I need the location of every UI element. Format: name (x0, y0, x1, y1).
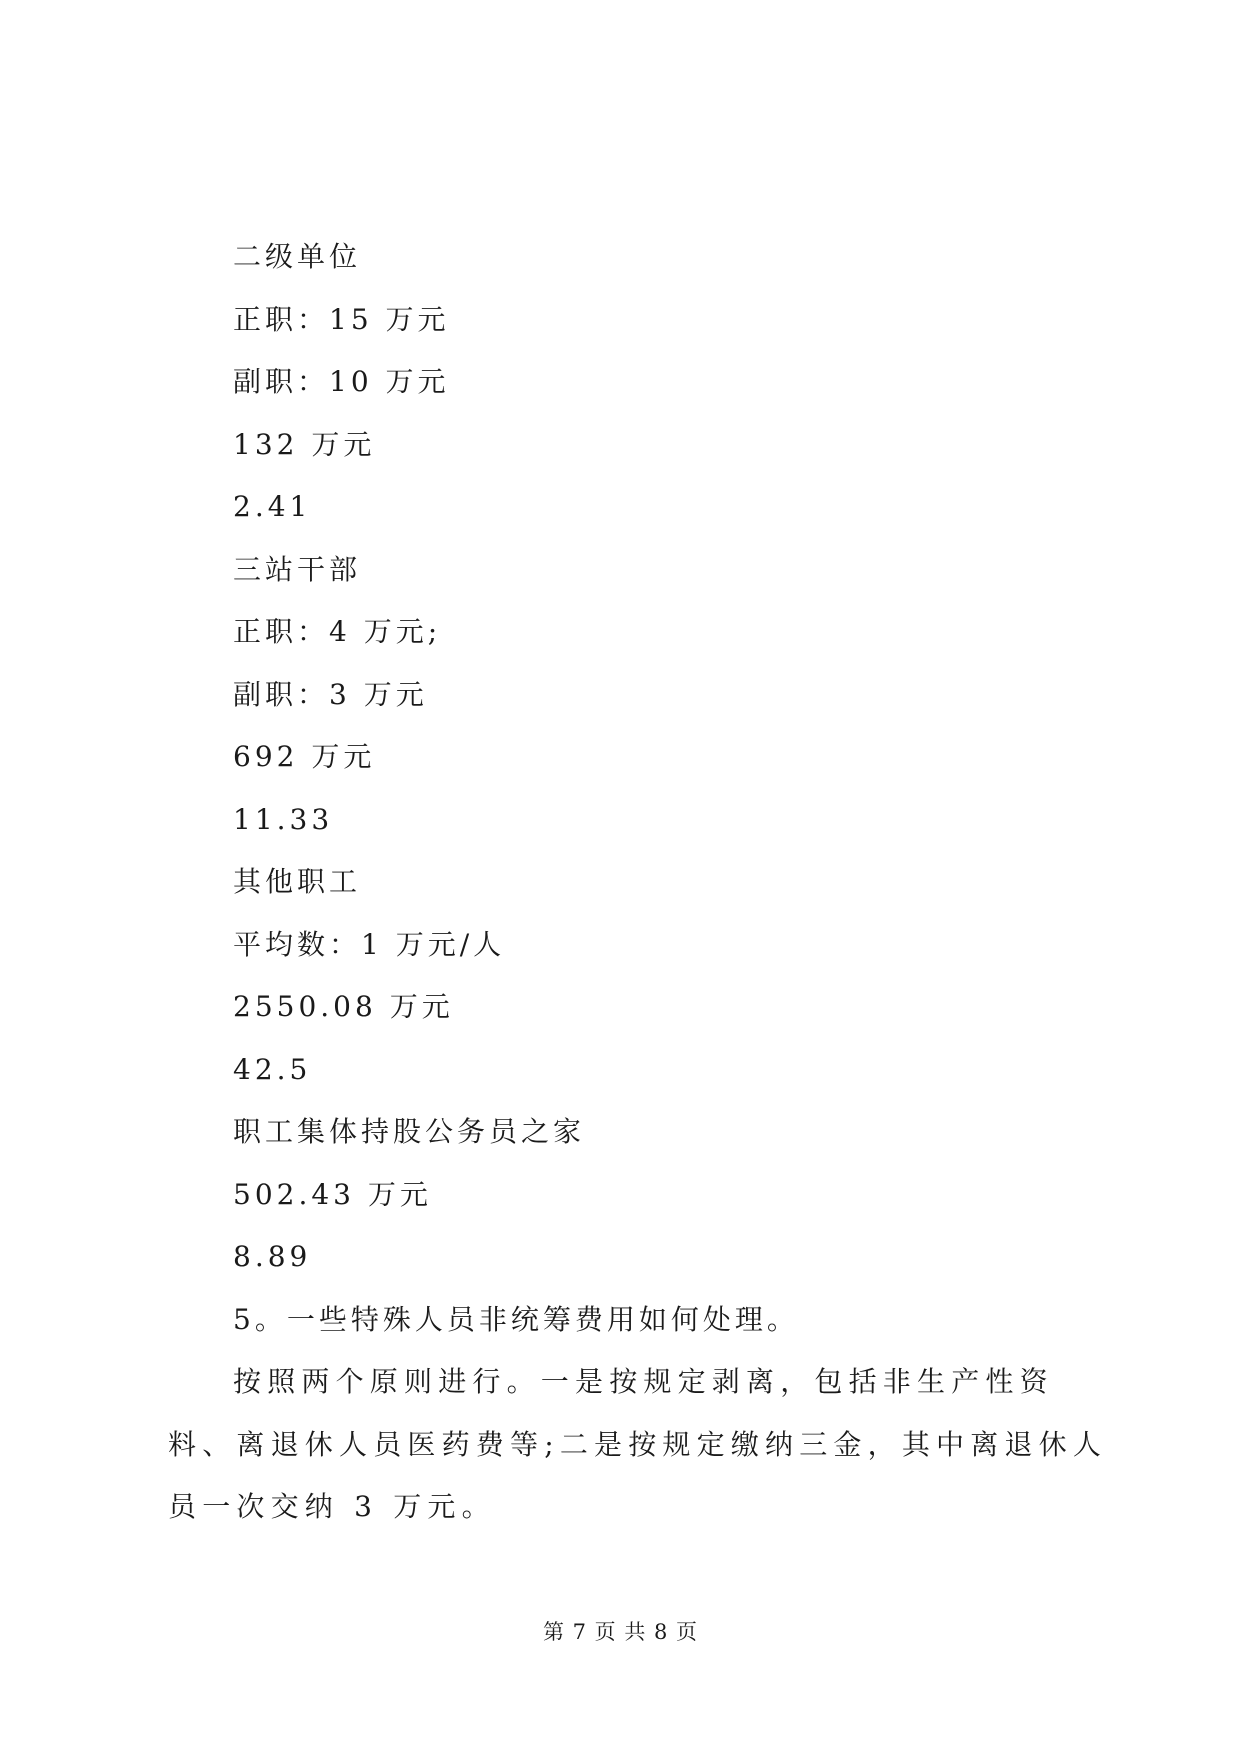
text-line: 正职：4 万元; (233, 615, 442, 648)
text-line: 42.5 (233, 1052, 312, 1086)
text-line: 平均数：1 万元/人 (233, 927, 506, 961)
text-line: 其他职工 (233, 865, 362, 898)
text-line: 5。一些特殊人员非统筹费用如何处理。 (233, 1302, 799, 1336)
text-line: 2550.08 万元 (233, 990, 454, 1023)
text-line: 502.43 万元 (233, 1177, 432, 1211)
text-line: 2.41 (233, 490, 312, 523)
page-number-footer: 第 7 页 共 8 页 (542, 1620, 699, 1644)
text-line: 副职：3 万元 (233, 677, 428, 711)
text-line: 8.89 (233, 1240, 312, 1273)
text-line: 132 万元 (233, 427, 376, 461)
text-line: 副职：10 万元 (233, 365, 450, 398)
text-line: 11.33 (233, 802, 334, 836)
document-body (168, 226, 1108, 1539)
text-line: 二级单位 (233, 240, 362, 273)
text-line: 正职：15 万元 (233, 302, 450, 336)
text-line: 职工集体持股公务员之家 (233, 1115, 586, 1148)
body-paragraph: 按照两个原则进行。一是按规定剥离，包括非生产性资料、离退休人员医药费等;二是按规定缴纳三金，其中离退休人员一次交纳 3 万元。 (168, 1365, 1108, 1523)
text-line: 三站干部 (233, 552, 362, 586)
text-line: 692 万元 (233, 740, 376, 773)
